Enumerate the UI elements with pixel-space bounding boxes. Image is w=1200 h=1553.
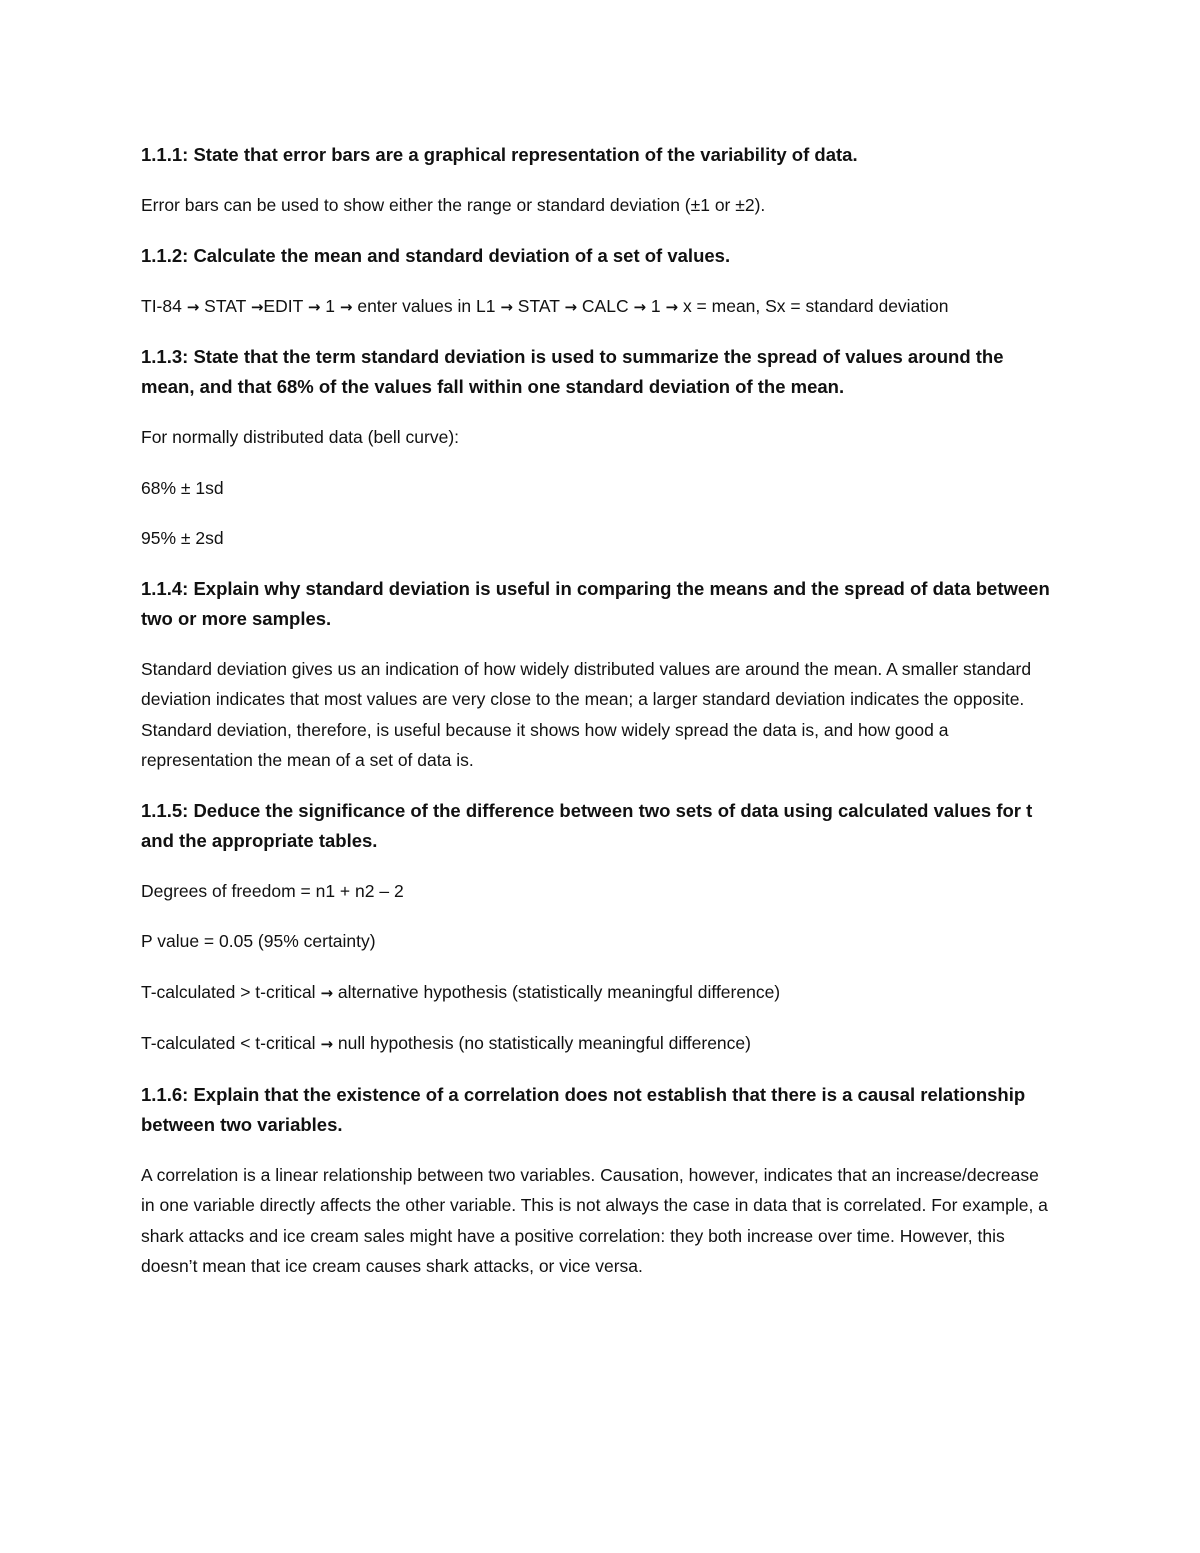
paragraph-error-bars: Error bars can be used to show either the range or standard deviation (±1 or ±2). (141, 195, 766, 215)
step-text: x = mean, Sx = standard deviation (678, 295, 949, 316)
document-page (141, 140, 1056, 1302)
right-arrow-icon: → (564, 297, 578, 316)
section-heading-1-1-5: 1.1.5: Deduce the significance of the difference between two sets of data using calculated values for t and the appropriate tables. (141, 799, 1033, 851)
paragraph-correlation-causation: A correlation is a linear relationship between two variables. Causation, however, indicates that an increase/decrease in one variable directly affects the other variable. This is not always the case in data that is correlated. For example, a shark attacks and ice cream sales might have a positive correlation: they both increase over time. However, this doesn’t mean that ice cream causes shark attacks, or vice versa. (141, 1164, 1048, 1276)
step-text: 1 (320, 295, 340, 316)
comparison-left-text: T-calculated < t-critical (141, 1033, 321, 1053)
comparison-right-text: null hypothesis (no statistically meaningful difference) (333, 1033, 751, 1053)
section-heading-1-1-3: 1.1.3: State that the term standard deviation is used to summarize the spread of values around the mean, and that 68% of the values fall within one standard deviation of the mean. (141, 346, 1004, 397)
paragraph-alternative-hypothesis (141, 977, 1056, 1009)
paragraph-ti84-steps (141, 291, 1056, 323)
step-text: CALC (577, 295, 634, 316)
step-text: enter values in L1 (352, 295, 501, 316)
right-arrow-icon: → (500, 297, 513, 316)
right-arrow-icon: → (320, 1035, 334, 1053)
right-arrow-icon: → (665, 297, 679, 316)
paragraph-standard-deviation-usefulness: Standard deviation gives us an indication of how widely distributed values are around the mean. A smaller standard deviation indicates that most values are very close to the mean; a larger standard deviation indicates the opposite. Standard deviation, therefore, is useful because it shows how widely spread the data is, and how good a representation the mean of a set of data is. (141, 658, 1032, 770)
right-arrow-icon: → (307, 297, 321, 316)
right-arrow-icon: → (186, 297, 200, 316)
paragraph-normal-distribution: For normally distributed data (bell curve): (141, 427, 460, 447)
paragraph-95-percent: 95% ± 2sd (141, 528, 224, 548)
right-arrow-icon: → (250, 297, 264, 316)
right-arrow-icon: → (339, 297, 353, 316)
section-heading-1-1-2: 1.1.2: Calculate the mean and standard deviation of a set of values. (141, 244, 731, 266)
paragraph-68-percent: 68% ± 1sd (141, 477, 224, 498)
step-text: 1 (646, 295, 666, 316)
comparison-left-text: T-calculated > t-critical (141, 981, 321, 1002)
paragraph-p-value: P value = 0.05 (95% certainty) (141, 931, 376, 951)
paragraph-degrees-of-freedom: Degrees of freedom = n1 + n2 – 2 (141, 880, 404, 901)
step-text: STAT (512, 295, 565, 316)
comparison-right-text: alternative hypothesis (statistically meaningful difference) (333, 981, 781, 1002)
section-heading-1-1-1: 1.1.1: State that error bars are a graphical representation of the variability of data. (141, 144, 858, 165)
paragraph-null-hypothesis (141, 1028, 1056, 1060)
step-text: STAT (199, 295, 251, 316)
step-text: EDIT (263, 295, 308, 316)
step-text: TI-84 (141, 295, 187, 316)
right-arrow-icon: → (633, 297, 647, 316)
section-heading-1-1-4: 1.1.4: Explain why standard deviation is useful in comparing the means and the spread of data between two or more samples. (141, 577, 1050, 629)
right-arrow-icon: → (320, 983, 334, 1002)
section-heading-1-1-6: 1.1.6: Explain that the existence of a correlation does not establish that there is a causal relationship between two variables. (141, 1083, 1026, 1135)
